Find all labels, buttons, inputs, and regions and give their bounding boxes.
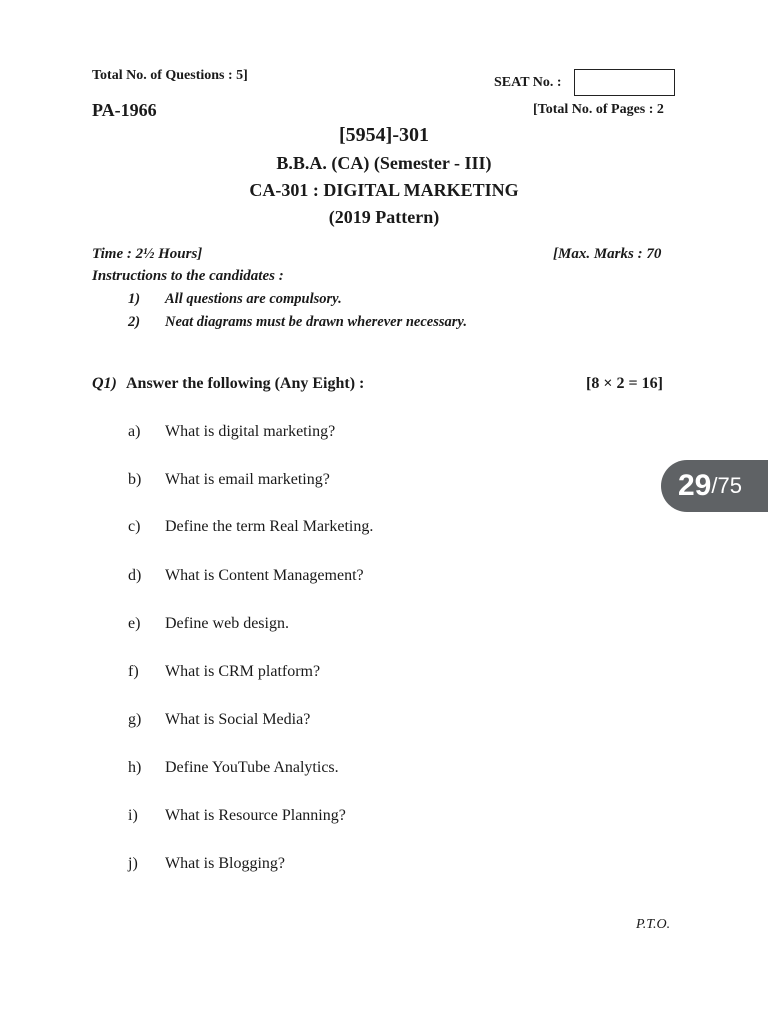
pattern-text: (2019 Pattern) (328, 207, 440, 227)
sub-question-text: What is email marketing? (165, 471, 330, 488)
question-number: Q1) (92, 375, 117, 392)
total-pages-text: [Total No. of Pages : 2 (533, 102, 664, 117)
instruction-number: 1) (128, 291, 141, 307)
sub-question-letter: f) (128, 663, 139, 680)
sub-question-text: What is Content Management? (165, 567, 364, 584)
sub-question-letter: i) (128, 807, 138, 824)
seat-number-label: SEAT No. : (494, 75, 562, 90)
current-page-number: 29 (678, 469, 712, 502)
page-indicator[interactable] (661, 460, 768, 512)
sub-question-letter: e) (128, 615, 141, 632)
page-separator: / (711, 473, 718, 498)
paper-code: PA-1966 (92, 100, 157, 120)
exam-code: [5954]-301 (339, 124, 429, 146)
sub-question-letter: j) (128, 855, 138, 872)
question-marks: [8 × 2 = 16] (586, 375, 663, 392)
instructions-heading: Instructions to the candidates : (92, 268, 284, 284)
sub-question-text: Define web design. (165, 615, 289, 632)
question-text: Answer the following (Any Eight) : (126, 375, 365, 392)
sub-question-text: What is Blogging? (165, 855, 285, 872)
exam-time: Time : 2½ Hours] (92, 246, 203, 262)
total-questions-text: Total No. of Questions : 5] (92, 68, 248, 83)
instruction-text: Neat diagrams must be drawn wherever necessary. (165, 314, 467, 330)
sub-question-text: Define the term Real Marketing. (165, 518, 374, 535)
total-page-count: 75 (717, 473, 742, 498)
sub-question-letter: a) (128, 423, 141, 440)
sub-question-letter: b) (128, 471, 142, 488)
page-turn-over: P.T.O. (636, 917, 671, 932)
max-marks: [Max. Marks : 70 (553, 246, 662, 262)
sub-question-text: Define YouTube Analytics. (165, 759, 339, 776)
seat-number-box (574, 69, 675, 96)
sub-question-text: What is CRM platform? (165, 663, 321, 680)
sub-question-letter: h) (128, 759, 142, 776)
instruction-number: 2) (128, 314, 141, 330)
instruction-text: All questions are compulsory. (165, 291, 342, 307)
sub-question-text: What is Social Media? (165, 711, 311, 728)
sub-question-letter: c) (128, 518, 141, 535)
sub-question-letter: g) (128, 711, 142, 728)
sub-question-letter: d) (128, 567, 142, 584)
course-title: B.B.A. (CA) (Semester - III) (276, 153, 492, 173)
sub-question-text: What is Resource Planning? (165, 807, 346, 824)
subject-title: CA-301 : DIGITAL MARKETING (249, 180, 519, 200)
sub-question-text: What is digital marketing? (165, 423, 336, 440)
